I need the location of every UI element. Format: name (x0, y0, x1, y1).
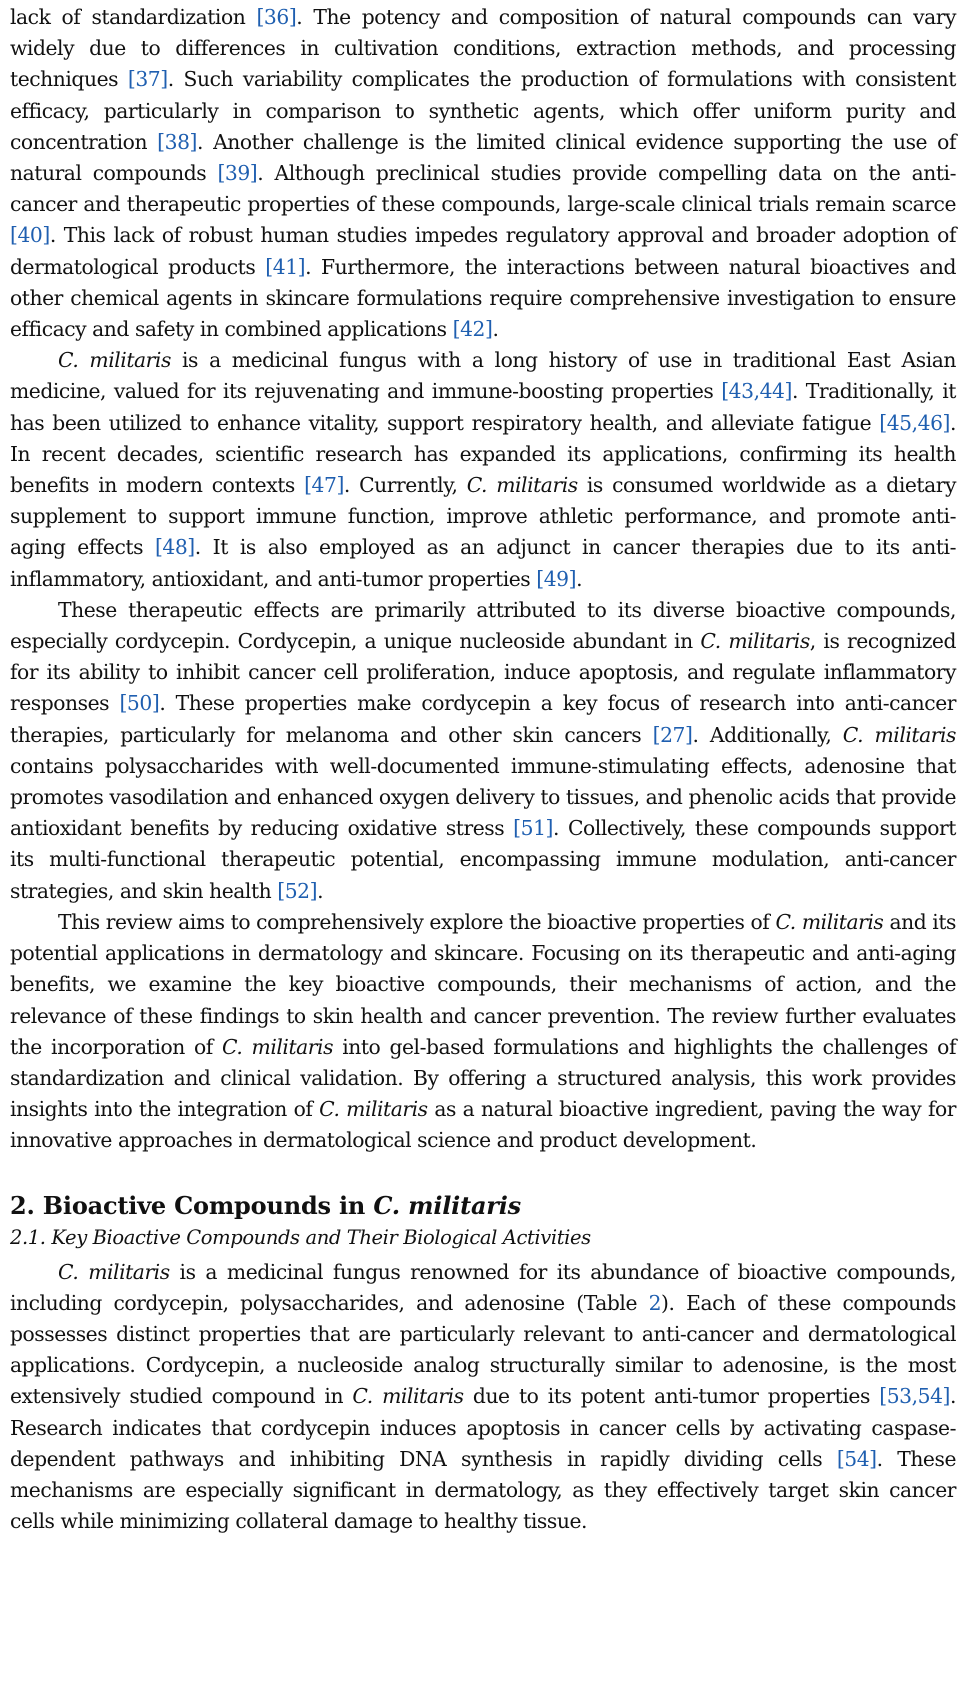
paragraph-text: as a natural bioactive ingredient, paving the way for innovative approaches in dermatological science and product development. (10, 1097, 957, 1153)
citation-link[interactable]: [49] (536, 566, 577, 591)
paragraph-text: . Research indicates that cordycepin induces apoptosis in cancer cells by activating caspase-dependent pathways and inhibiting DNA synthesis in rapidly dividing cells (10, 1384, 956, 1471)
species-name: C. militaris (466, 473, 578, 498)
paragraph-text: due to its potent anti-tumor properties (463, 1384, 880, 1409)
citation-link[interactable]: [38] (157, 129, 197, 154)
citation-link[interactable]: [39] (217, 161, 258, 186)
paragraph-text: . Additionally, (692, 722, 843, 747)
citation-link[interactable]: [50] (119, 691, 160, 716)
paragraph-text: . The potency and composition of natural compounds can vary widely due to differences in cultivation conditions, extraction methods, and processing techniques (10, 5, 957, 92)
paragraph-text: . In recent decades, scientific research has expanded its applications, confirming its health benefits in modern contexts (10, 410, 956, 498)
paragraph-text: . Collectively, these compounds support its multi-functional therapeutic potential, encompassing immune modulation, anti-cancer strategies, and skin health (10, 816, 956, 903)
section-heading-text: 2. Bioactive Compounds in (10, 1190, 374, 1220)
citation-link[interactable]: [53,54] (879, 1384, 950, 1409)
paragraph-text: . Such variability complicates the production of formulations with consistent efficacy, particularly in comparison to synthetic agents, which offer uniform purity and concentration (10, 67, 956, 154)
species-name: C. militaris (319, 1097, 428, 1122)
paragraph (10, 2, 956, 345)
citation-link[interactable]: [48] (154, 535, 195, 560)
species-name: C. militaris (58, 348, 171, 373)
paragraph-text: . These mechanisms are especially significant in dermatology, as they effectively target skin cancer cells while minimizing collateral damage to healthy tissue. (10, 1446, 956, 1534)
paragraph-text: is a medicinal fungus renowned for its abundance of bioactive compounds, including cordycepin, polysaccharides, and adenosine (Table (10, 1259, 957, 1315)
paragraph-text: is consumed worldwide as a dietary supplement to support immune function, improve athletic performance, and promote anti-aging effects (10, 473, 957, 560)
citation-link[interactable]: [42] (452, 317, 493, 342)
paragraph-text: . (576, 566, 583, 591)
paragraph-text: . (492, 317, 499, 342)
species-name: C. militaris (58, 1259, 170, 1284)
paragraph-text: . (317, 878, 324, 903)
paragraph-text: , is recognized for its ability to inhibit cancer cell proliferation, induce apoptosis, and regulate inflammatory responses (10, 629, 957, 716)
section-body (10, 1257, 956, 1538)
citation-link[interactable]: [27] (652, 722, 693, 747)
paragraph (10, 345, 956, 595)
paragraph-text: . Furthermore, the interactions between natural bioactives and other chemical agents in skincare formulations require comprehensive investigation to ensure efficacy and safety in combined applications (10, 254, 956, 342)
paragraph (10, 595, 956, 907)
citation-link[interactable]: [37] (127, 67, 168, 92)
intro-body (10, 2, 956, 1157)
paragraph-text: and its potential applications in dermatology and skincare. Focusing on its therapeutic and anti-aging benefits, we examine the key bioactive compounds, their mechanisms of action, and the relevance of these findings to skin health and cancer prevention. The review further evaluates the incorporation of (10, 909, 956, 1059)
species-name: C. militaris (352, 1384, 464, 1409)
paragraph-text: is a medicinal fungus with a long history of use in traditional East Asian medicine, valued for its rejuvenating and immune-boosting properties (10, 348, 957, 404)
citation-link[interactable]: [47] (304, 473, 344, 498)
paragraph-text: into gel-based formulations and highlights the challenges of standardization and clinical validation. By offering a structured analysis, this work provides insights into the integration of (10, 1034, 957, 1122)
subsection-heading: 2.1. Key Bioactive Compounds and Their Biological Activities (10, 1225, 591, 1249)
paragraph-text: lack of standardization (10, 5, 257, 29)
species-name: C. militaris (842, 722, 956, 747)
paragraph-text: . Currently, (343, 473, 467, 498)
citation-link[interactable]: [52] (277, 878, 318, 903)
paragraph-text: . Another challenge is the limited clinical evidence supporting the use of natural compounds (10, 129, 957, 186)
paragraph-text: . Traditionally, it has been utilized to enhance vitality, support respiratory health, and alleviate fatigue (10, 379, 956, 435)
paragraph-text: . It is also employed as an adjunct in cancer therapies due to its anti-inflammatory, antioxidant, and anti-tumor properties (10, 535, 956, 591)
paragraph-text: . These properties make cordycepin a key focus of research into anti-cancer therapies, particularly for melanoma and other skin cancers (10, 691, 956, 747)
citation-link[interactable]: [36] (256, 5, 297, 29)
citation-link[interactable]: [45,46] (879, 410, 950, 435)
paragraph (10, 1257, 956, 1538)
paragraph (10, 907, 956, 1157)
citation-link[interactable]: [41] (265, 254, 306, 279)
paragraph-text: . This lack of robust human studies impedes regulatory approval and broader adoption of dermatological products (10, 223, 956, 279)
citation-link[interactable]: [43,44] (721, 379, 792, 404)
citation-link[interactable]: [40] (10, 223, 50, 248)
paragraph-text: . Although preclinical studies provide compelling data on the anti-cancer and therapeutic properties of these compounds, large-scale clinical trials remain scarce (10, 161, 956, 217)
citation-link[interactable]: 2 (648, 1290, 662, 1315)
section-heading-species: C. militaris (373, 1190, 521, 1220)
species-name: C. militaris (775, 909, 884, 934)
species-name: C. militaris (222, 1034, 334, 1059)
citation-link[interactable]: [54] (836, 1446, 877, 1471)
species-name: C. militaris (700, 629, 810, 654)
citation-link[interactable]: [51] (513, 816, 554, 841)
paragraph-text: This review aims to comprehensively explore the bioactive properties of (58, 909, 776, 934)
paragraph-text: These therapeutic effects are primarily attributed to its diverse bioactive compounds, especially cordycepin. Cordycepin, a unique nucleoside abundant in (10, 597, 956, 654)
paragraph-text: contains polysaccharides with well-documented immune-stimulating effects, adenosine that promotes vasodilation and enhanced oxygen delivery to tissues, and phenolic acids that provide antioxidant benefits by reducing oxidative stress (10, 753, 956, 841)
paragraph-text: ). Each of these compounds possesses distinct properties that are particularly relevant to anti-cancer and dermatological applications. Cordycepin, a nucleoside analog structurally similar to adenosine, is the most extensively studied compound in (10, 1290, 956, 1409)
section-heading (10, 1190, 956, 1221)
